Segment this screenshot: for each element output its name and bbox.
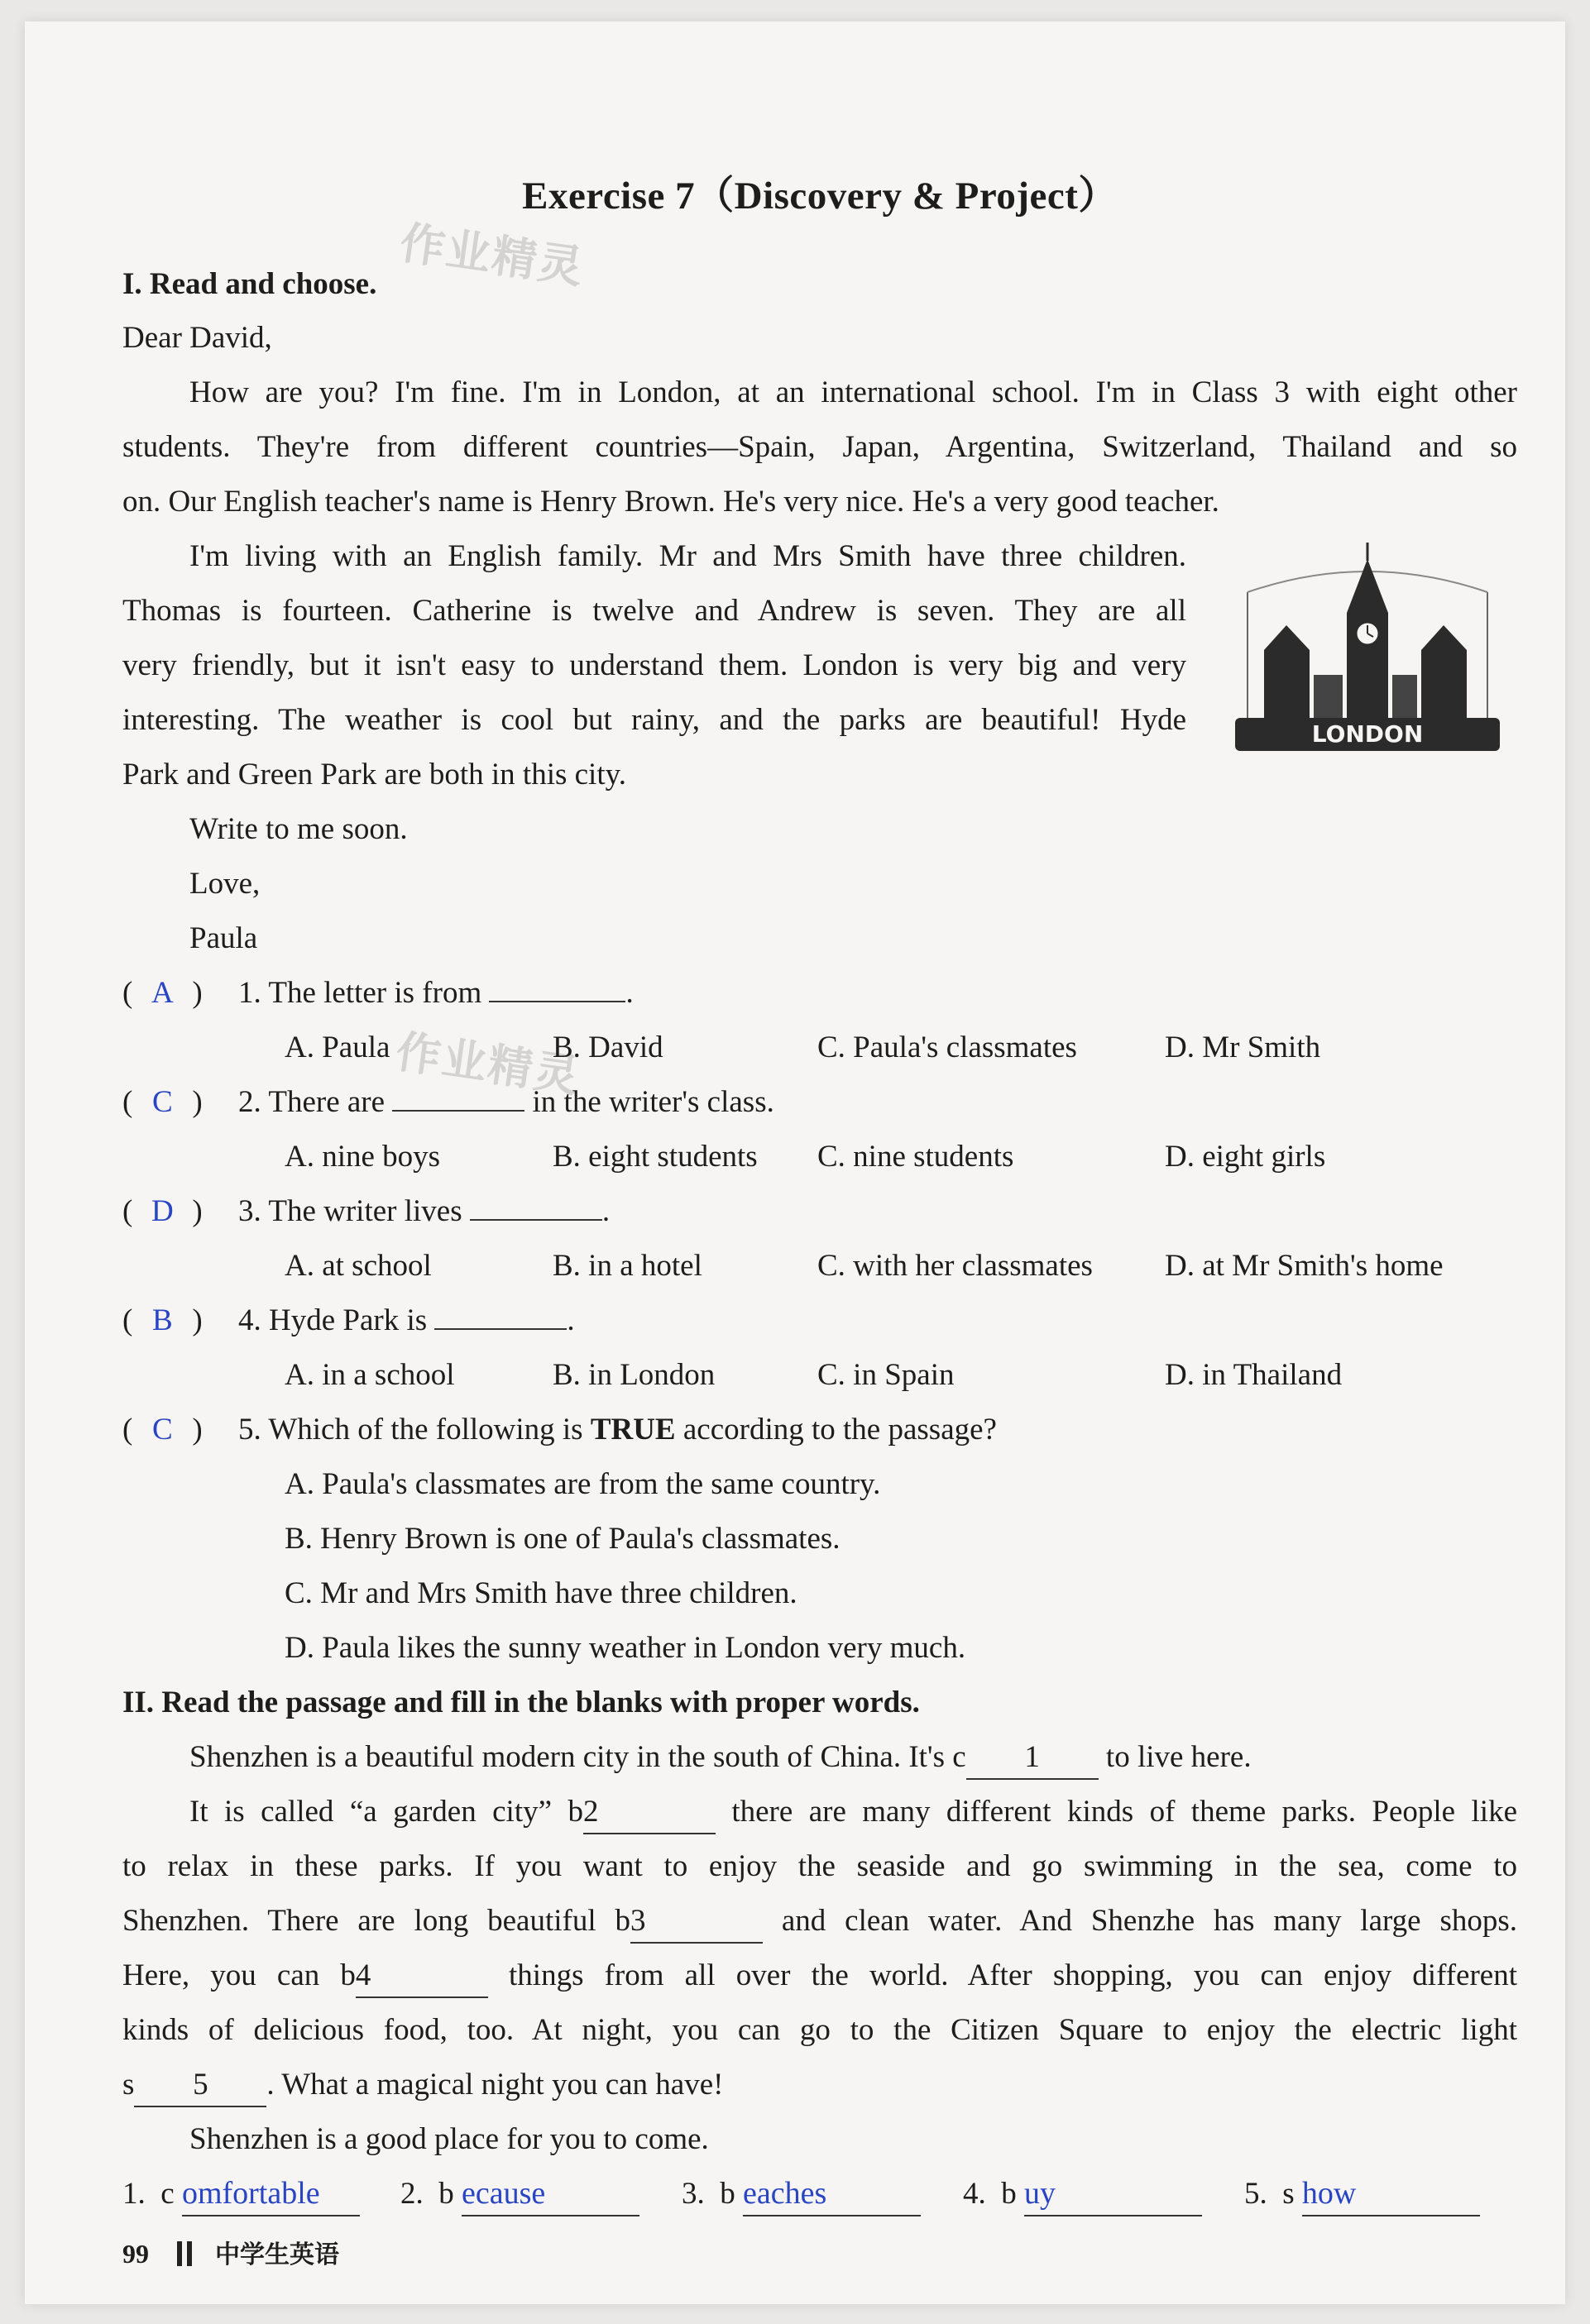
answer-word: ecause bbox=[462, 2176, 546, 2211]
london-label: LONDON bbox=[1311, 720, 1424, 748]
question-3: ( D ) 3. The writer lives . bbox=[122, 1184, 610, 1239]
answer-letter: b bbox=[438, 2177, 454, 2211]
answer-letter: c bbox=[160, 2177, 175, 2211]
option[interactable]: D. Mr Smith bbox=[1165, 1030, 1321, 1064]
passage-blank-4[interactable]: 4 bbox=[356, 1955, 488, 1998]
question-stem-emphasis: TRUE bbox=[590, 1413, 676, 1447]
letter-paragraph-2-line: Thomas is fourteen. Catherine is twelve and Andrew is seven. They are all bbox=[122, 594, 1186, 628]
page-title: Exercise 7（Discovery & Project） bbox=[522, 175, 1118, 218]
answer-word: omfortable bbox=[181, 2176, 320, 2211]
option[interactable]: B. in a hotel bbox=[553, 1249, 702, 1283]
option[interactable]: D. Paula likes the sunny weather in London very much. bbox=[285, 1631, 966, 1665]
letter-signoff: Love, bbox=[189, 867, 261, 901]
fill-answer-5 bbox=[1244, 2167, 1480, 2221]
fill-answer-2 bbox=[400, 2167, 639, 2221]
answer-blank[interactable] bbox=[392, 1110, 524, 1112]
letter-paragraph-2-line: Park and Green Park are both in this city. bbox=[122, 758, 626, 791]
passage-blank-5[interactable]: 5 bbox=[134, 2064, 266, 2107]
letter-paragraph-1-line: on. Our English teacher's name is Henry Brown. He's very nice. He's a very good teacher. bbox=[122, 485, 1219, 519]
passage-line: kinds of delicious food, too. At night, you can go to the Citizen Square to enjoy the electric light bbox=[122, 2013, 1517, 2047]
passage-text: Here, you can b bbox=[122, 1958, 356, 1992]
option[interactable]: A. nine boys bbox=[285, 1140, 441, 1174]
passage-line bbox=[122, 2058, 723, 2112]
option[interactable]: B. David bbox=[553, 1030, 663, 1064]
answer-line[interactable] bbox=[1024, 2173, 1202, 2216]
option[interactable]: D. in Thailand bbox=[1165, 1358, 1343, 1392]
letter-paragraph-2-line: very friendly, but it isn't easy to understand them. London is very big and very bbox=[122, 648, 1186, 682]
option[interactable]: B. eight students bbox=[553, 1140, 758, 1174]
option[interactable]: C. Mr and Mrs Smith have three children. bbox=[285, 1576, 797, 1610]
question-number: 3. bbox=[238, 1194, 261, 1228]
letter-paragraph-1-line: students. They're from different countries—Spain, Japan, Argentina, Switzerland, Thailand and so bbox=[122, 430, 1517, 464]
fill-answer-1 bbox=[122, 2167, 360, 2221]
section-1-heading: I. Read and choose. bbox=[122, 267, 377, 301]
option[interactable]: B. Henry Brown is one of Paula's classmates. bbox=[285, 1522, 840, 1556]
option[interactable]: C. in Spain bbox=[817, 1358, 955, 1392]
question-number: 1. bbox=[238, 976, 261, 1010]
answer-number: 4. bbox=[963, 2177, 986, 2211]
answer-line[interactable] bbox=[182, 2173, 360, 2216]
option[interactable]: D. at Mr Smith's home bbox=[1165, 1249, 1444, 1283]
passage-text: It is called “a garden city” b bbox=[189, 1795, 583, 1829]
option[interactable]: A. at school bbox=[285, 1249, 432, 1283]
option[interactable]: C. nine students bbox=[817, 1140, 1014, 1174]
passage-line bbox=[189, 1730, 1252, 1785]
question-stem: The writer lives bbox=[268, 1194, 462, 1228]
answer-1: A bbox=[151, 976, 174, 1010]
question-stem-end: in the writer's class. bbox=[532, 1085, 774, 1119]
question-stem: The letter is from bbox=[268, 976, 482, 1010]
answer-blank[interactable] bbox=[489, 1001, 625, 1002]
letter-greeting: Dear David, bbox=[122, 321, 272, 355]
fill-answer-3 bbox=[682, 2167, 921, 2221]
worksheet-page bbox=[25, 22, 1565, 2304]
passage-line bbox=[122, 1949, 1517, 2003]
option[interactable]: C. with her classmates bbox=[817, 1249, 1093, 1283]
question-stem-end: . bbox=[625, 976, 634, 1010]
passage-text: Shenzhen. There are long beautiful b bbox=[122, 1904, 630, 1938]
question-number: 5. bbox=[238, 1413, 261, 1447]
answer-blank[interactable] bbox=[470, 1219, 602, 1221]
passage-blank-2[interactable]: 2 bbox=[583, 1791, 716, 1834]
answer-2: C bbox=[151, 1085, 173, 1119]
fill-answer-4 bbox=[963, 2167, 1202, 2221]
passage-text: things from all over the world. After shopping, you can enjoy different bbox=[509, 1958, 1518, 1992]
question-stem: Hyde Park is bbox=[269, 1303, 428, 1337]
passage-text: and clean water. And Shenzhe has many large shops. bbox=[781, 1904, 1518, 1938]
passage-text: Shenzhen is a beautiful modern city in the south of China. It's c bbox=[189, 1740, 966, 1774]
page-number: 99 bbox=[122, 2239, 149, 2269]
question-5: ( C ) 5. Which of the following is TRUE according to the passage? bbox=[122, 1403, 997, 1457]
section-2-heading: II. Read the passage and fill in the blanks with proper words. bbox=[122, 1686, 920, 1719]
passage-text: to live here. bbox=[1105, 1740, 1252, 1774]
answer-word: uy bbox=[1024, 2176, 1056, 2211]
answer-letter: b bbox=[1001, 2177, 1017, 2211]
answer-line[interactable] bbox=[1302, 2173, 1480, 2216]
question-stem-end: . bbox=[601, 1194, 611, 1228]
question-stem-end: . bbox=[567, 1303, 575, 1337]
question-stem: Which of the following is bbox=[268, 1413, 591, 1447]
passage-text: . What a magical night you can have! bbox=[266, 2068, 724, 2102]
answer-letter: b bbox=[720, 2177, 735, 2211]
passage-line: to relax in these parks. If you want to enjoy the seaside and go swimming in the sea, come to bbox=[122, 1849, 1517, 1883]
answer-5: C bbox=[151, 1413, 173, 1447]
passage-line: Shenzhen is a good place for you to come. bbox=[189, 2122, 709, 2156]
letter-signature: Paula bbox=[189, 921, 258, 955]
option[interactable]: A. Paula's classmates are from the same country. bbox=[285, 1467, 881, 1501]
question-number: 2. bbox=[238, 1085, 261, 1119]
option[interactable]: C. Paula's classmates bbox=[817, 1030, 1077, 1064]
answer-word: how bbox=[1301, 2176, 1357, 2211]
passage-text: s bbox=[122, 2068, 135, 2102]
answer-number: 3. bbox=[682, 2177, 705, 2211]
answer-4: B bbox=[151, 1303, 173, 1337]
letter-closing: Write to me soon. bbox=[189, 812, 408, 846]
answer-3: D bbox=[151, 1194, 174, 1228]
letter-paragraph-2-line: I'm living with an English family. Mr and Mrs Smith have three children. bbox=[189, 539, 1186, 573]
answer-word: eaches bbox=[743, 2176, 827, 2211]
answer-line[interactable] bbox=[462, 2173, 639, 2216]
page-footer bbox=[122, 2226, 339, 2283]
passage-line bbox=[189, 1785, 1517, 1839]
letter-paragraph-2-line: interesting. The weather is cool but rainy, and the parks are beautiful! Hyde bbox=[122, 703, 1186, 737]
footer-divider bbox=[177, 2226, 197, 2281]
watermark: 作业精灵 bbox=[396, 216, 588, 294]
answer-number: 1. bbox=[122, 2177, 146, 2211]
question-1: ( A ) 1. The letter is from . bbox=[122, 966, 634, 1021]
option[interactable]: B. in London bbox=[553, 1358, 716, 1392]
option[interactable]: D. eight girls bbox=[1165, 1140, 1326, 1174]
passage-line bbox=[122, 1894, 1517, 1949]
answer-letter: s bbox=[1282, 2177, 1295, 2211]
question-stem: There are bbox=[268, 1085, 386, 1119]
answer-line[interactable] bbox=[743, 2173, 921, 2216]
watermark: 作业精灵 bbox=[392, 1025, 584, 1103]
question-2: ( C ) 2. There are in the writer's class. bbox=[122, 1075, 774, 1130]
letter-paragraph-1-line: How are you? I'm fine. I'm in London, at an international school. I'm in Class 3 with eight other bbox=[189, 375, 1517, 409]
question-number: 4. bbox=[238, 1303, 261, 1337]
passage-blank-1[interactable]: 1 bbox=[966, 1737, 1099, 1780]
london-illustration bbox=[1231, 534, 1504, 774]
passage-text: there are many different kinds of theme parks. People like bbox=[731, 1795, 1517, 1829]
question-stem-end: according to the passage? bbox=[675, 1413, 997, 1447]
question-4: ( B ) 4. Hyde Park is . bbox=[122, 1294, 575, 1348]
option[interactable]: A. Paula bbox=[285, 1030, 390, 1064]
answer-blank[interactable] bbox=[434, 1328, 567, 1330]
passage-blank-3[interactable]: 3 bbox=[630, 1901, 763, 1944]
answer-number: 2. bbox=[400, 2177, 424, 2211]
answer-number: 5. bbox=[1244, 2177, 1267, 2211]
publication-name: 中学生英语 bbox=[215, 2240, 339, 2269]
option[interactable]: A. in a school bbox=[285, 1358, 455, 1392]
